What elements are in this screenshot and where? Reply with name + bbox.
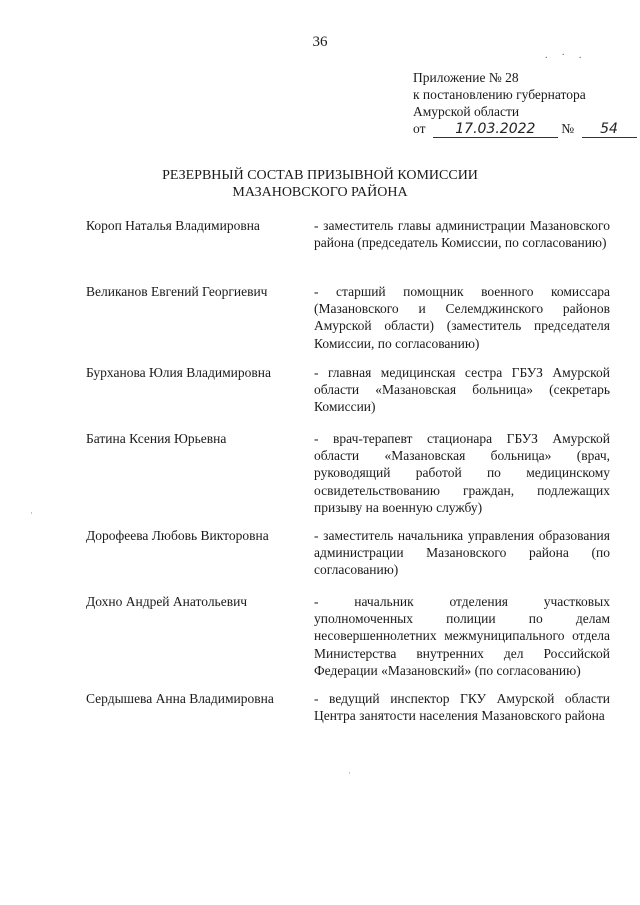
member-role: - заместитель начальника управления образования администрации Мазановского района (по согласованию) (314, 528, 610, 578)
member-name: Сердышева Анна Владимировна (86, 691, 274, 706)
document-title (0, 167, 640, 201)
number-label: № (561, 121, 575, 136)
member-role: - врач-терапевт стационара ГБУЗ Амурской области «Мазановская больница» (врач, руководящий работой по медицинскому освидетельствованию граждан, подлежащих призыву на военную службу) (314, 431, 610, 515)
member-role: - ведущий инспектор ГКУ Амурской области Центра занятости населения Мазановского района (314, 691, 610, 724)
scan-speck: · (30, 508, 33, 518)
member-role: - заместитель главы администрации Мазановского района (председатель Комиссии, по согласованию) (314, 218, 610, 251)
member-role: - главная медицинская сестра ГБУЗ Амурской области «Мазановская больница» (секретарь Комиссии) (314, 365, 610, 415)
scan-marks: .·. (545, 50, 596, 61)
member-name: Короп Наталья Владимировна (86, 218, 260, 233)
page-number: 36 (312, 34, 328, 50)
annex-date-line (413, 120, 637, 138)
title-line-1: РЕЗЕРВНЫЙ СОСТАВ ПРИЗЫВНОЙ КОМИССИИ (162, 168, 478, 183)
member-name: Дохно Андрей Анатольевич (86, 594, 248, 609)
annex-line-1: Приложение № 28 (413, 70, 519, 85)
annex-line-3: Амурской области (413, 104, 520, 119)
handwritten-date: 17.03.2022 (433, 121, 558, 138)
member-role: - старший помощник военного комиссара (Мазановского и Селемджинского районов Амурской области) (заместитель председателя Комиссии, по согласованию) (314, 284, 610, 351)
member-name: Дорофеева Любовь Викторовна (86, 528, 269, 543)
annex-line-2: к постановлению губернатора (413, 87, 586, 102)
scan-speck: · (348, 768, 351, 778)
member-name: Бурханова Юлия Владимировна (86, 365, 271, 380)
handwritten-number: 54 (582, 121, 637, 138)
annex-block (413, 69, 637, 138)
member-name: Батина Ксения Юрьевна (86, 431, 227, 446)
member-role: - начальник отделения участковых уполномоченных полиции по делам несовершеннолетних межмуниципального отдела Министерства внутренних дел Российской Федерации «Мазановский» (по согласованию) (314, 594, 610, 678)
from-label: от (413, 121, 426, 136)
member-name: Великанов Евгений Георгиевич (86, 284, 268, 299)
title-line-2: МАЗАНОВСКОГО РАЙОНА (232, 185, 408, 200)
